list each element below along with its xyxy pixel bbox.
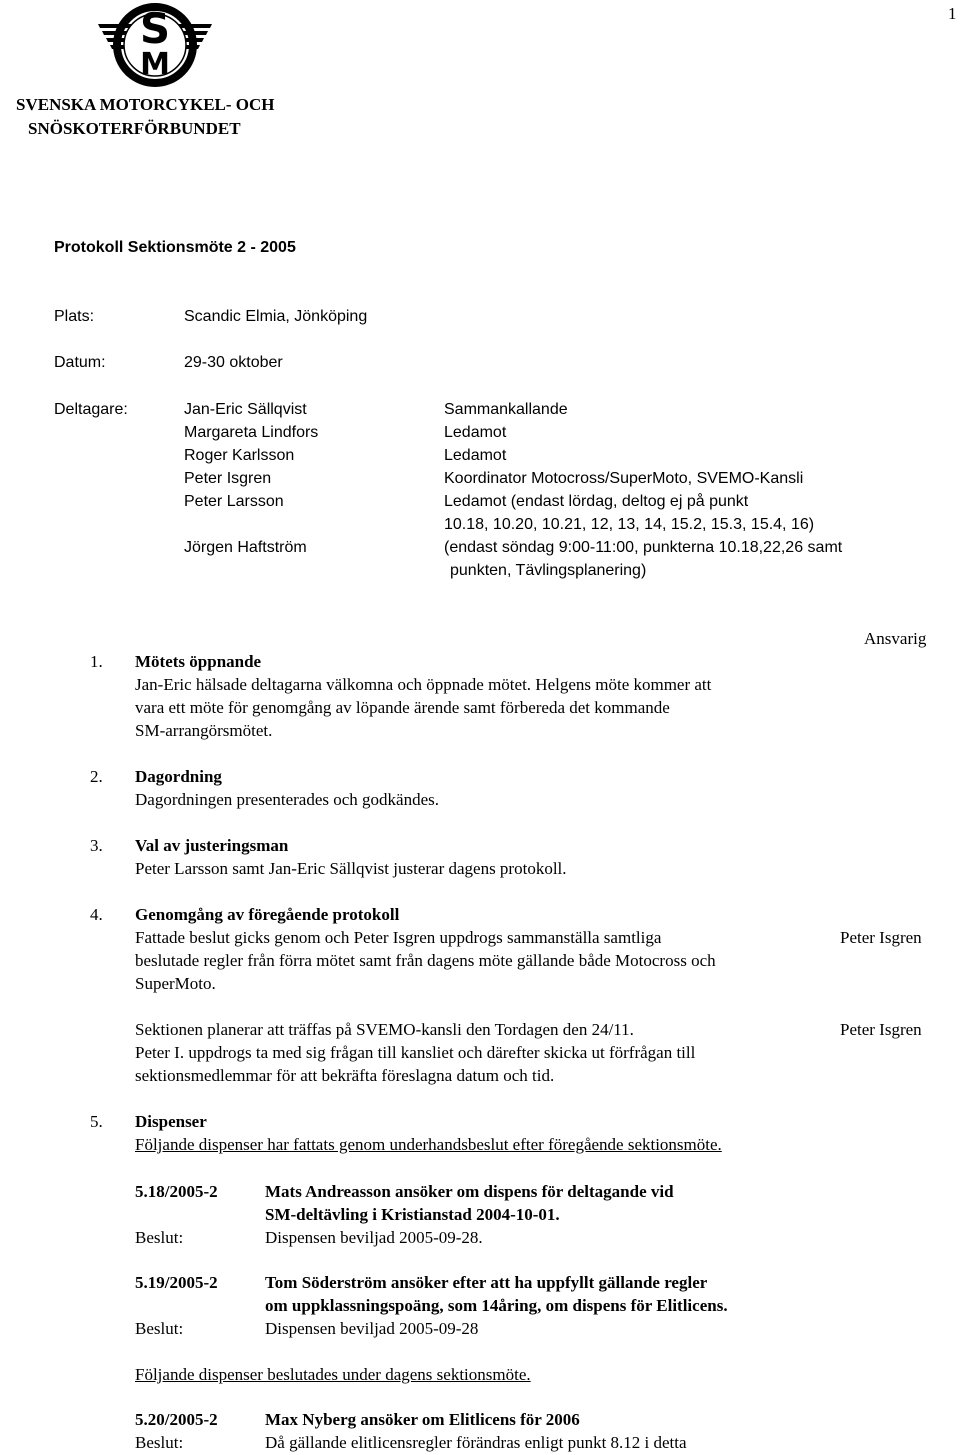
participant-name: Roger Karlsson bbox=[184, 447, 295, 464]
item-text: vara ett möte för genomgång av löpande ärende samt förbereda det kommande bbox=[135, 698, 670, 717]
participant-role: Ledamot bbox=[444, 447, 507, 464]
participant-name: Margareta Lindfors bbox=[184, 424, 319, 441]
participant-name: Peter Larsson bbox=[184, 493, 284, 510]
item-title: Genomgång av föregående protokoll bbox=[135, 905, 400, 924]
responsible-header: Ansvarig bbox=[864, 629, 927, 648]
place-value: Scandic Elmia, Jönköping bbox=[184, 308, 368, 325]
responsible-person: Peter Isgren bbox=[840, 1020, 922, 1039]
svemo-logo bbox=[92, 2, 218, 88]
case-id: 5.18/2005-2 bbox=[135, 1182, 218, 1201]
item-text: sektionsmedlemmar för att bekräfta föreslagna datum och tid. bbox=[135, 1066, 555, 1085]
decision-label: Beslut: bbox=[135, 1228, 184, 1247]
item-text: SM-arrangörsmötet. bbox=[135, 721, 273, 740]
participants-label: Deltagare: bbox=[54, 401, 128, 418]
participant-name: Jörgen Haftström bbox=[184, 539, 307, 556]
decision-text: Då gällande elitlicensregler förändras enligt punkt 8.12 i detta bbox=[265, 1433, 687, 1452]
item-title: Dagordning bbox=[135, 767, 222, 786]
item-number: 3. bbox=[90, 836, 103, 855]
participant-role-cont: punkten, Tävlingsplanering) bbox=[450, 562, 647, 579]
item-text: Peter Larsson samt Jan-Eric Sällqvist justerar dagens protokoll. bbox=[135, 859, 567, 878]
item-text: Dagordningen presenterades och godkändes. bbox=[135, 790, 440, 809]
date-label: Datum: bbox=[54, 354, 106, 371]
participant-role: Ledamot (endast lördag, deltog ej på punkt bbox=[444, 493, 749, 510]
date-value: 29-30 oktober bbox=[184, 354, 283, 371]
item-text: beslutade regler från förra mötet samt från dagens möte gällande både Motocross och bbox=[135, 951, 716, 970]
decision-label: Beslut: bbox=[135, 1433, 184, 1452]
item-text: Sektionen planerar att träffas på SVEMO-kansli den Tordagen den 24/11. bbox=[135, 1020, 634, 1039]
responsible-person: Peter Isgren bbox=[840, 928, 922, 947]
case-id: 5.19/2005-2 bbox=[135, 1273, 218, 1292]
participant-name: Peter Isgren bbox=[184, 470, 272, 487]
document-title: Protokoll Sektionsmöte 2 - 2005 bbox=[54, 239, 296, 256]
case-text: om uppklassningspoäng, som 14åring, om dispens för Elitlicens. bbox=[265, 1296, 728, 1315]
decision-text: Dispensen beviljad 2005-09-28. bbox=[265, 1228, 483, 1247]
item-text: SuperMoto. bbox=[135, 974, 216, 993]
case-text: Tom Söderström ansöker efter att ha uppfyllt gällande regler bbox=[265, 1273, 708, 1292]
svemo-logo-icon bbox=[92, 2, 218, 88]
participant-role: Ledamot bbox=[444, 424, 507, 441]
item-text: Jan-Eric hälsade deltagarna välkomna och öppnade mötet. Helgens möte kommer att bbox=[135, 675, 712, 694]
decision-label: Beslut: bbox=[135, 1319, 184, 1338]
item-number: 5. bbox=[90, 1112, 103, 1131]
svg-text:M: M bbox=[140, 47, 170, 82]
item-title: Mötets öppnande bbox=[135, 652, 262, 671]
svg-text:S: S bbox=[139, 4, 171, 53]
item-number: 4. bbox=[90, 905, 103, 924]
case-id: 5.20/2005-2 bbox=[135, 1410, 218, 1429]
place-label: Plats: bbox=[54, 308, 95, 325]
case-text: SM-deltävling i Kristianstad 2004-10-01. bbox=[265, 1205, 560, 1224]
item-title: Dispenser bbox=[135, 1112, 207, 1131]
page-number: 1 bbox=[948, 4, 957, 23]
participant-role: Koordinator Motocross/SuperMoto, SVEMO-Kansli bbox=[444, 470, 804, 487]
participant-name: Jan-Eric Sällqvist bbox=[184, 401, 307, 418]
case-text: Mats Andreasson ansöker om dispens för deltagande vid bbox=[265, 1182, 674, 1201]
org-name-line1: SVENSKA MOTORCYKEL- OCH bbox=[16, 95, 275, 114]
participant-role: Sammankallande bbox=[444, 401, 568, 418]
item-number: 1. bbox=[90, 652, 103, 671]
item-number: 2. bbox=[90, 767, 103, 786]
case-text: Max Nyberg ansöker om Elitlicens för 2006 bbox=[265, 1410, 580, 1429]
item-text: Peter I. uppdrogs ta med sig frågan till kansliet och därefter skicka ut förfrågan till bbox=[135, 1043, 696, 1062]
item-title: Val av justeringsman bbox=[135, 836, 289, 855]
dispensation-intro: Följande dispenser har fattats genom underhandsbeslut efter föregående sektionsmöte. bbox=[135, 1135, 722, 1154]
participant-role-cont: 10.18, 10.20, 10.21, 12, 13, 14, 15.2, 15.3, 15.4, 16) bbox=[444, 516, 815, 533]
participant-role: (endast söndag 9:00-11:00, punkterna 10.18,22,26 samt bbox=[444, 539, 843, 556]
item-text: Fattade beslut gicks genom och Peter Isgren uppdrogs sammanställa samtliga bbox=[135, 928, 662, 947]
org-name-line2: SNÖSKOTERFÖRBUNDET bbox=[28, 119, 241, 138]
decision-text: Dispensen beviljad 2005-09-28 bbox=[265, 1319, 479, 1338]
dispensation-intro-2: Följande dispenser beslutades under dagens sektionsmöte. bbox=[135, 1365, 531, 1384]
